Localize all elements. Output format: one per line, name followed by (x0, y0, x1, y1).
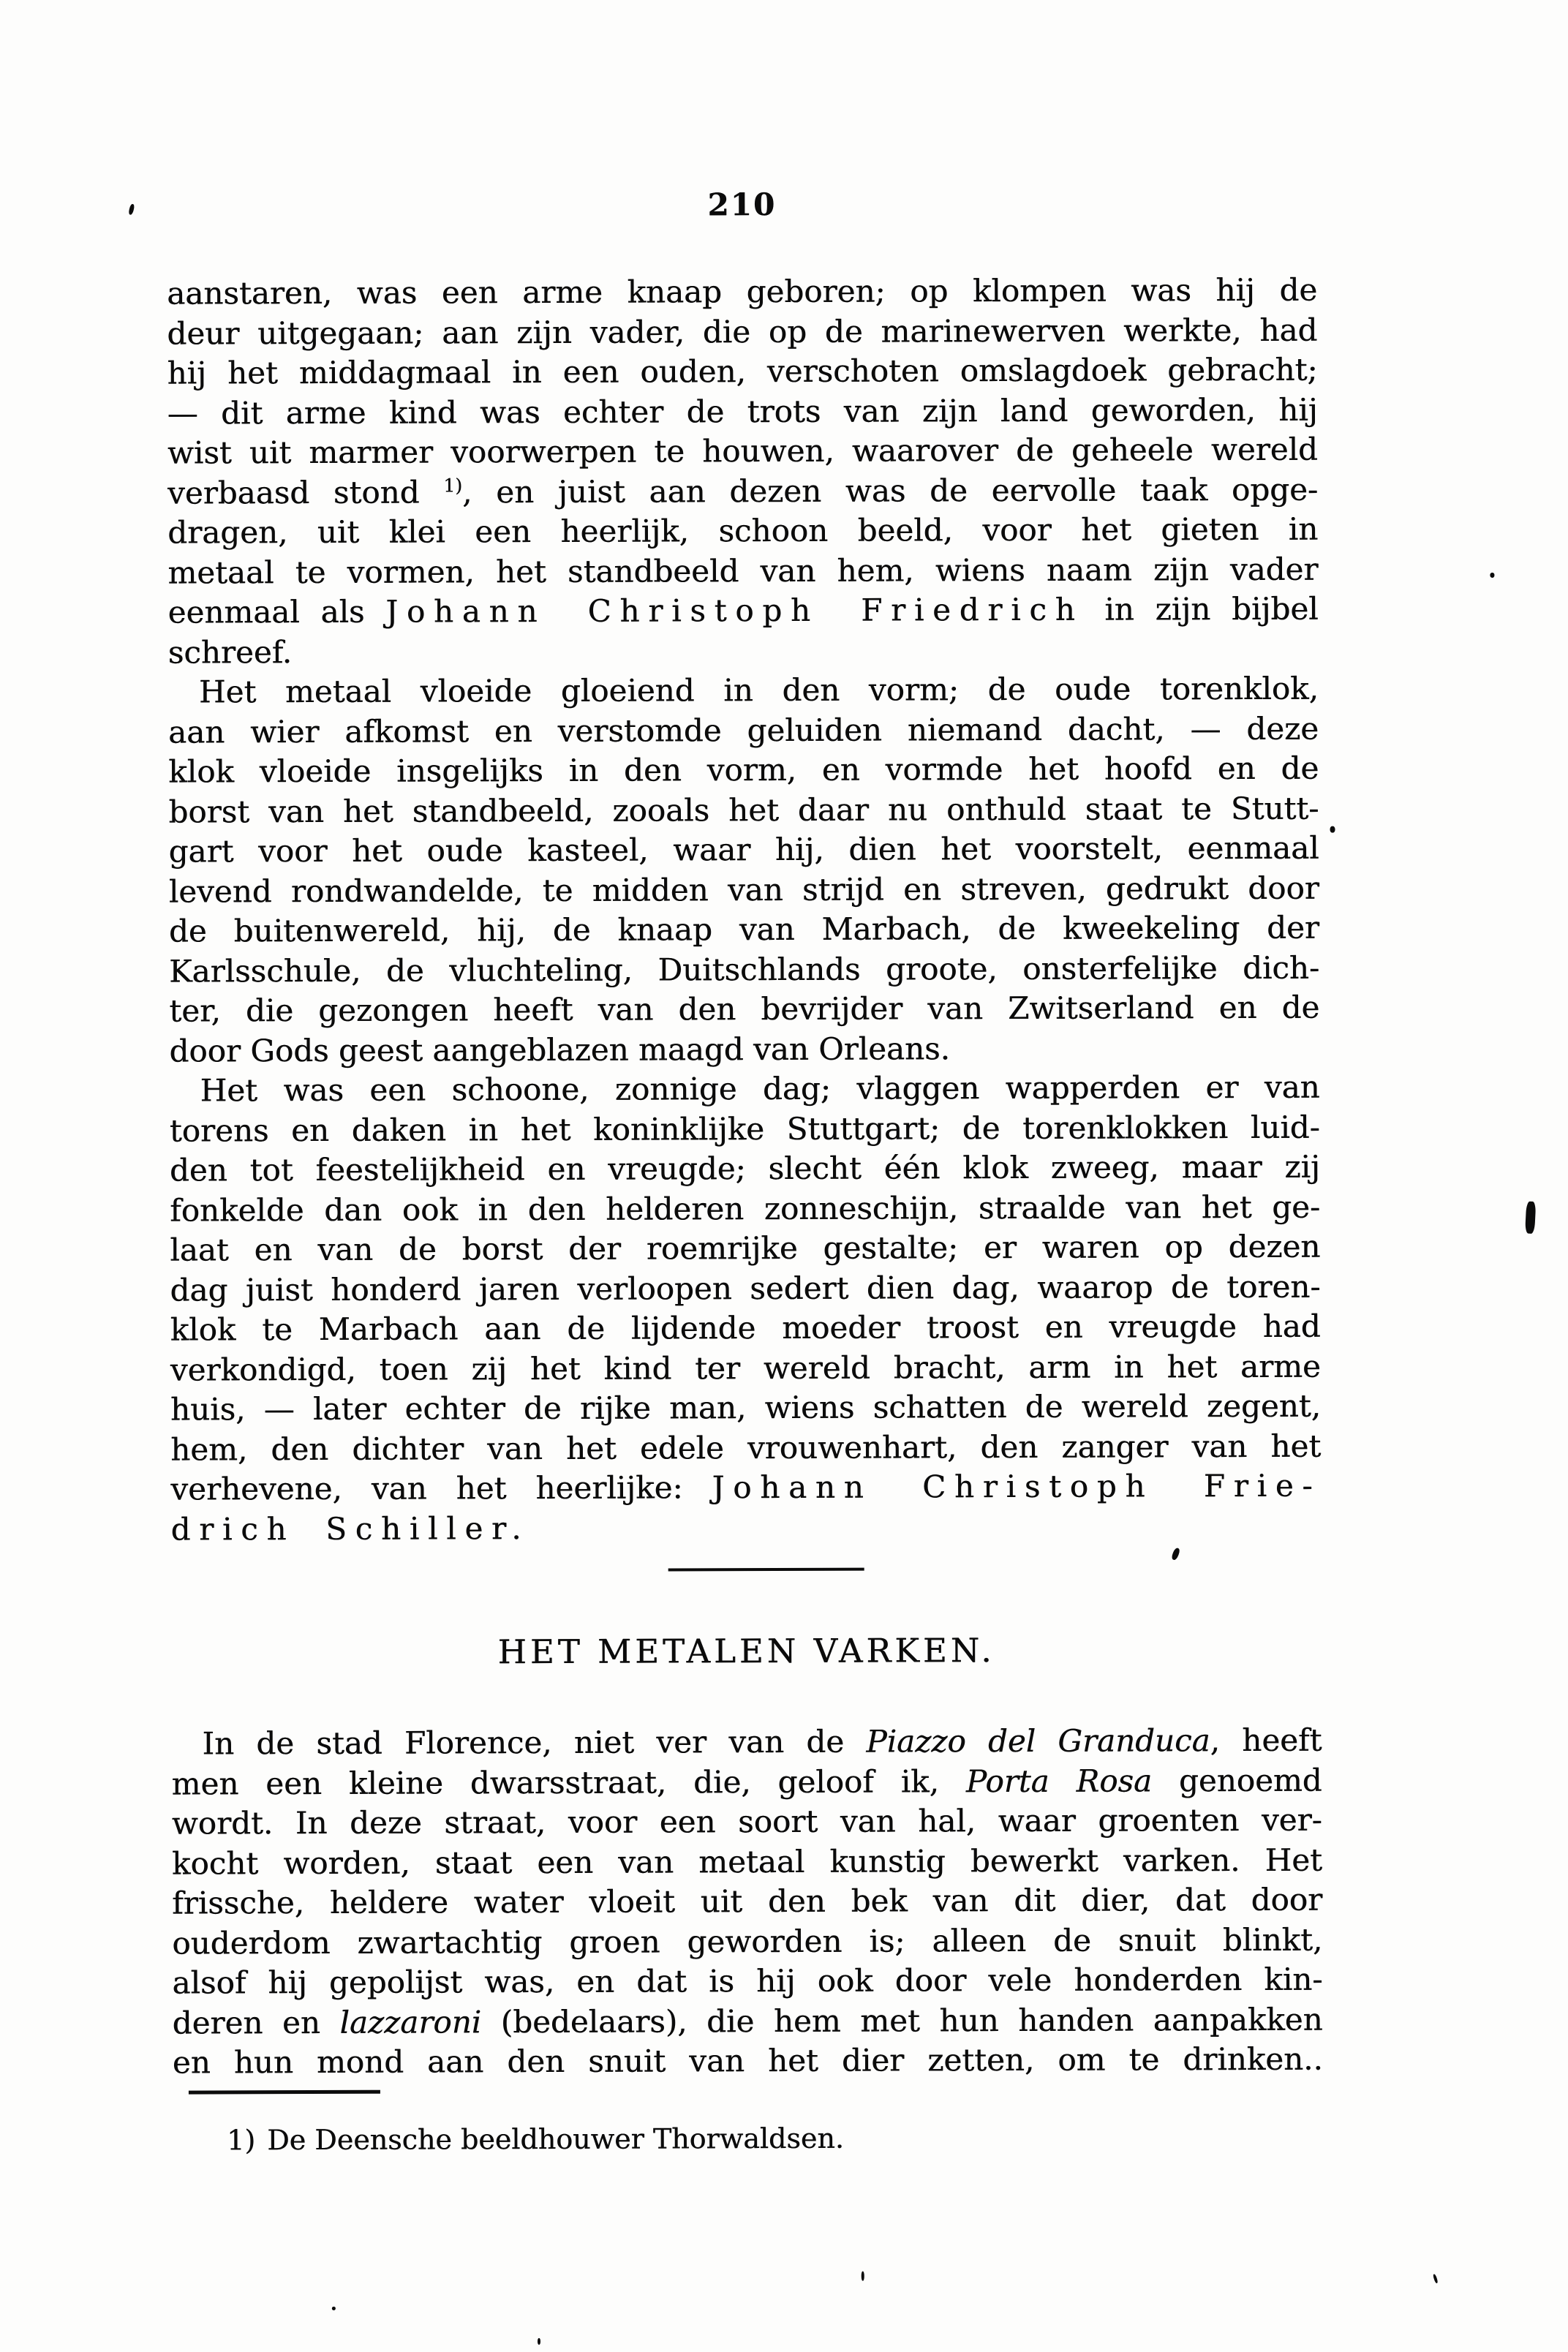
text-segment: Het was een schoone, zonnige dag; vlaggen wapperden er van (200, 1069, 1320, 1109)
text-segment: fonkelde dan ook in den helderen zonneschijn, straalde van het ge- (170, 1188, 1320, 1228)
text-segment: metaal te vormen, het standbeeld van hem, wiens naam zijn vader (167, 551, 1318, 590)
text-segment: , en juist aan dezen was de eervolle taak opge- (462, 471, 1318, 510)
letterspaced-name: Johann Christoph Friedrich (385, 592, 1083, 630)
text-line (168, 749, 1319, 792)
text-line (170, 1426, 1321, 1469)
text-segment: de buitenwereld, hij, de knaap van Marbach, de kweekeling der (169, 910, 1319, 949)
text-segment: aanstaren, was een arme knaap geboren; op klompen was hij de (167, 272, 1317, 312)
text-segment: verbaasd stond (167, 474, 443, 510)
text-line (170, 1387, 1321, 1430)
page-text-body (167, 271, 1323, 2158)
text-line (168, 788, 1319, 832)
text-line (172, 1960, 1322, 2003)
text-segment: genoemd (1152, 1762, 1322, 1798)
ink-speck (862, 2272, 864, 2281)
text-line (170, 1346, 1321, 1390)
text-line (169, 908, 1319, 951)
page-number: 210 (167, 184, 1317, 227)
text-line (167, 350, 1317, 393)
text-line (172, 1760, 1322, 1803)
text-segment: klok te Marbach aan de lijdende moeder troost en vreugde had (170, 1308, 1321, 1348)
text-segment: deur uitgegaan; aan zijn vader, die op de marinewerven werkte, had (167, 312, 1317, 351)
text-line (167, 510, 1318, 553)
text-line (170, 1147, 1320, 1191)
text-segment: verhevene, van het heerlijke: (170, 1469, 712, 1507)
text-segment: in zijn bijbel (1083, 591, 1318, 627)
text-line (167, 430, 1318, 473)
text-segment: men een kleine dwarsstraat, die, geloof ik, (172, 1763, 966, 1801)
text-line (170, 1307, 1321, 1350)
new-story-paragraphs (171, 1721, 1323, 2083)
text-line (172, 1801, 1322, 1844)
text-segment: alsof hij gepolijst was, en dat is hij ook door vele honderden kin- (172, 1961, 1322, 2001)
section-heading: HET METALEN VARKEN. (171, 1629, 1322, 1674)
text-line (168, 669, 1319, 712)
ink-speck (332, 2307, 336, 2310)
text-segment: In de stad Florence, niet ver van de (202, 1724, 866, 1762)
text-line (171, 1721, 1322, 1764)
text-segment: — dit arme kind was echter de trots van zijn land geworden, hij (167, 391, 1318, 431)
text-segment: (bedelaars), die hem met hun handen aanpakken (481, 2001, 1323, 2040)
paragraph (170, 1068, 1322, 1550)
footnote-marker: 1) (227, 2124, 255, 2156)
footnote-divider-rule (189, 2089, 380, 2094)
text-line (169, 829, 1319, 872)
text-line (169, 948, 1319, 991)
text-line (172, 1920, 1322, 1963)
text-line (172, 1880, 1322, 1923)
ink-speck (128, 203, 135, 215)
text-segment: frissche, heldere water vloeit uit den bek van dit dier, dat door (172, 1882, 1322, 1921)
italic-phrase: Porta Rosa (966, 1763, 1152, 1799)
text-line (169, 868, 1319, 911)
text-segment: door Gods geest aangeblazen maagd van Orleans. (169, 1030, 950, 1068)
story-ending-paragraphs (167, 271, 1321, 1550)
ink-speck (1330, 826, 1335, 833)
text-segment: aan wier afkomst en verstomde geluiden niemand dacht, — deze (168, 710, 1319, 750)
ink-speck (1433, 2274, 1439, 2284)
text-segment: eenmaal als (168, 594, 386, 630)
text-line (173, 2040, 1323, 2083)
text-segment: ter, die gezongen heeft van den bevrijder van Zwitserland en de (169, 990, 1319, 1029)
text-line (170, 1068, 1320, 1111)
text-line (169, 988, 1319, 1031)
text-segment: wordt. In deze straat, voor een soort van hal, waar groenten ver- (172, 1802, 1322, 1842)
text-segment: hij het middagmaal in een ouden, verschoten omslagdoek gebracht; (167, 352, 1317, 391)
text-segment: laat en van de borst der roemrijke gestalte; er waren op dezen (170, 1229, 1320, 1268)
text-segment: wist uit marmer voorwerpen te houwen, waarover de geheele wereld (167, 431, 1318, 471)
ink-speck (1490, 573, 1494, 578)
text-segment: Karlsschule, de vluchteling, Duitschlands groote, onsterfelijke dich- (169, 949, 1319, 989)
text-line (168, 709, 1319, 752)
text-segment: torens en daken in het koninklijke Stuttgart; de torenklokken luid- (170, 1109, 1320, 1148)
text-line (170, 1267, 1320, 1310)
text-line (167, 470, 1318, 513)
text-line (170, 1506, 1321, 1549)
text-line (170, 1227, 1320, 1270)
footnote-reference: 1) (443, 475, 462, 496)
letterspaced-name: drich Schiller. (170, 1510, 529, 1548)
text-segment: ouderdom zwartachtig groen geworden is; alleen de snuit blinkt, (172, 1921, 1322, 1961)
text-line (173, 1999, 1323, 2043)
text-line (172, 1840, 1322, 1883)
text-segment: verkondigd, toen zij het kind ter wereld bracht, arm in het arme (170, 1348, 1321, 1387)
paragraph (171, 1721, 1323, 2083)
text-segment: hem, den dichter van het edele vrouwenhart, den zanger van het (170, 1428, 1321, 1467)
ink-speck (538, 2338, 540, 2345)
text-segment: dragen, uit klei een heerlijk, schoon beeld, voor het gieten in (167, 511, 1318, 551)
text-line (167, 390, 1318, 433)
text-segment: kocht worden, staat een van metaal kunstig bewerkt varken. Het (172, 1842, 1322, 1881)
text-segment: levend rondwandelde, te midden van strijd en streven, gedrukt door (169, 870, 1319, 909)
italic-phrase: Piazzo del Granduca (866, 1722, 1210, 1759)
italic-phrase: lazzaroni (339, 2004, 481, 2040)
text-segment: Het metaal vloeide gloeiend in den vorm; de oude torenklok, (199, 671, 1319, 710)
paragraph (168, 669, 1320, 1071)
text-segment: klok vloeide insgelijks in den vorm, en vormde het hoofd en de (168, 750, 1319, 790)
text-segment: den tot feestelijkheid en vreugde; slecht één klok zweeg, maar zij (170, 1149, 1320, 1188)
text-segment: dag juist honderd jaren verloopen sedert dien dag, waarop de toren- (170, 1268, 1320, 1308)
text-segment: gart voor het oude kasteel, waar hij, dien het voorstelt, eenmaal (169, 830, 1319, 870)
footnote (173, 2118, 1323, 2158)
paragraph (167, 271, 1319, 673)
footnote-text: De Deensche beeldhouwer Thorwaldsen. (267, 2122, 844, 2155)
text-segment: en hun mond aan den snuit van het dier zetten, om te drinken.. (173, 2041, 1323, 2081)
section-divider-rule (668, 1568, 864, 1572)
text-segment: , heeft (1210, 1722, 1322, 1758)
text-line (167, 589, 1318, 633)
text-line (170, 1107, 1320, 1150)
text-line (169, 1028, 1319, 1071)
text-line (167, 271, 1317, 314)
text-line (170, 1187, 1320, 1230)
letterspaced-name: Johann Christoph Frie- (712, 1468, 1322, 1506)
text-line (167, 310, 1317, 353)
text-segment: borst van het standbeeld, zooals het daar nu onthuld staat te Stutt- (168, 790, 1319, 829)
text-segment: schreef. (168, 634, 292, 671)
text-line (170, 1466, 1321, 1509)
text-line (168, 629, 1319, 672)
ink-speck (1525, 1202, 1536, 1235)
text-line (167, 549, 1318, 592)
text-segment: huis, — later echter de rijke man, wiens schatten de wereld zegent, (170, 1388, 1321, 1428)
text-segment: deren en (173, 2004, 340, 2040)
